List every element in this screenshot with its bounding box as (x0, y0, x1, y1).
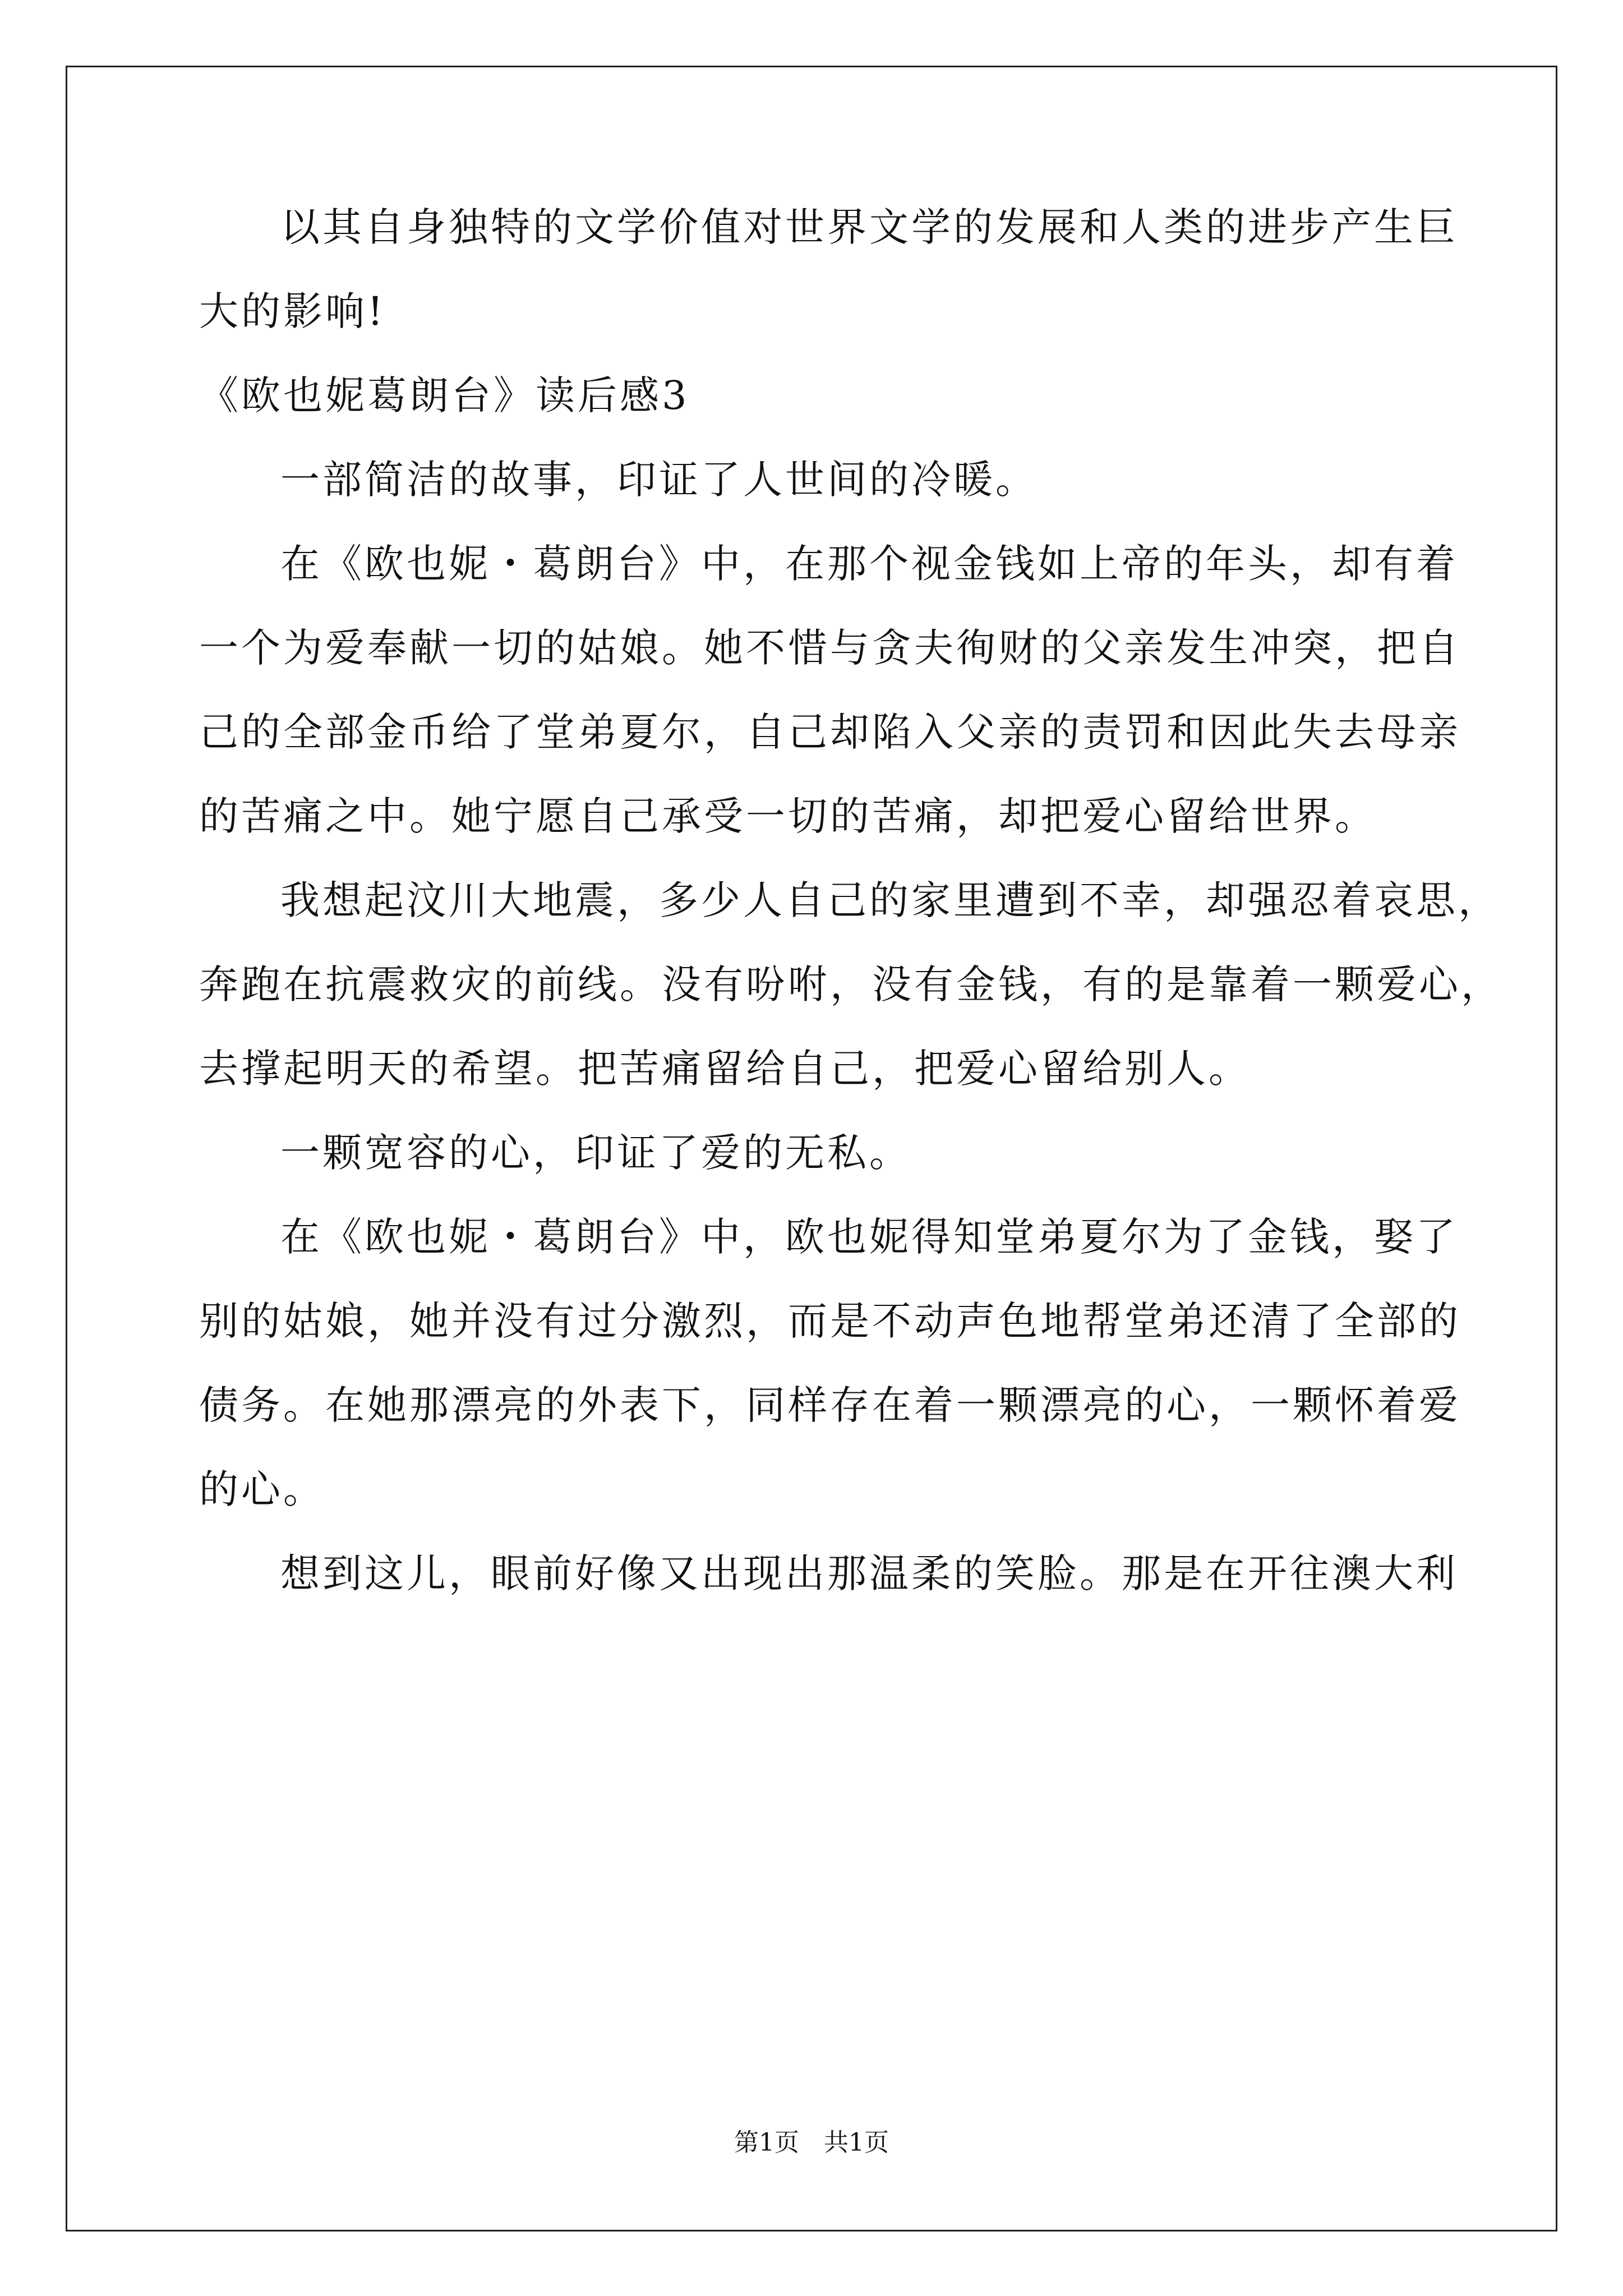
text-line: 的苦痛之中。她宁愿自己承受一切的苦痛，却把爱心留给世界。 (199, 793, 1377, 839)
text-line: 一颗宽容的心，印证了爱的无私。 (280, 1130, 911, 1176)
page-number: 第1页 共1页 (734, 2128, 889, 2157)
text-line: 在《欧也妮・葛朗台》中，欧也妮得知堂弟夏尔为了金钱，娶了 (280, 1214, 1458, 1260)
text-line: 在《欧也妮・葛朗台》中，在那个视金钱如上帝的年头，却有着 (280, 541, 1458, 587)
text-line: 一部简洁的故事，印证了人世间的冷暖。 (280, 457, 1038, 503)
text-line: 一个为爱奉献一切的姑娘。她不惜与贪夫徇财的父亲发生冲突，把自 (199, 625, 1461, 671)
text-line: 别的姑娘，她并没有过分激烈，而是不动声色地帮堂弟还清了全部的 (199, 1298, 1461, 1344)
text-line: 债务。在她那漂亮的外表下，同样存在着一颗漂亮的心，一颗怀着爱 (199, 1382, 1461, 1428)
text-line: 大的影响! (199, 288, 386, 334)
text-line: 己的全部金币给了堂弟夏尔，自己却陷入父亲的责罚和因此失去母亲 (199, 709, 1461, 755)
text-line: 以其自身独特的文学价值对世界文学的发展和人类的进步产生巨 (280, 204, 1458, 250)
text-line: 我想起汶川大地震，多少人自己的家里遭到不幸，却强忍着哀思， (280, 877, 1500, 923)
text-line: 去撑起明天的希望。把苦痛留给自己，把爱心留给别人。 (199, 1046, 1251, 1092)
text-line: 想到这儿，眼前好像又出现出那温柔的笑脸。那是在开往澳大利 (280, 1550, 1458, 1596)
section-heading: 《欧也妮葛朗台》读后感3 (199, 372, 690, 418)
text-line: 的心。 (199, 1466, 325, 1512)
text-line: 奔跑在抗震救灾的前线。没有吩咐，没有金钱，有的是靠着一颗爱心， (199, 961, 1503, 1007)
